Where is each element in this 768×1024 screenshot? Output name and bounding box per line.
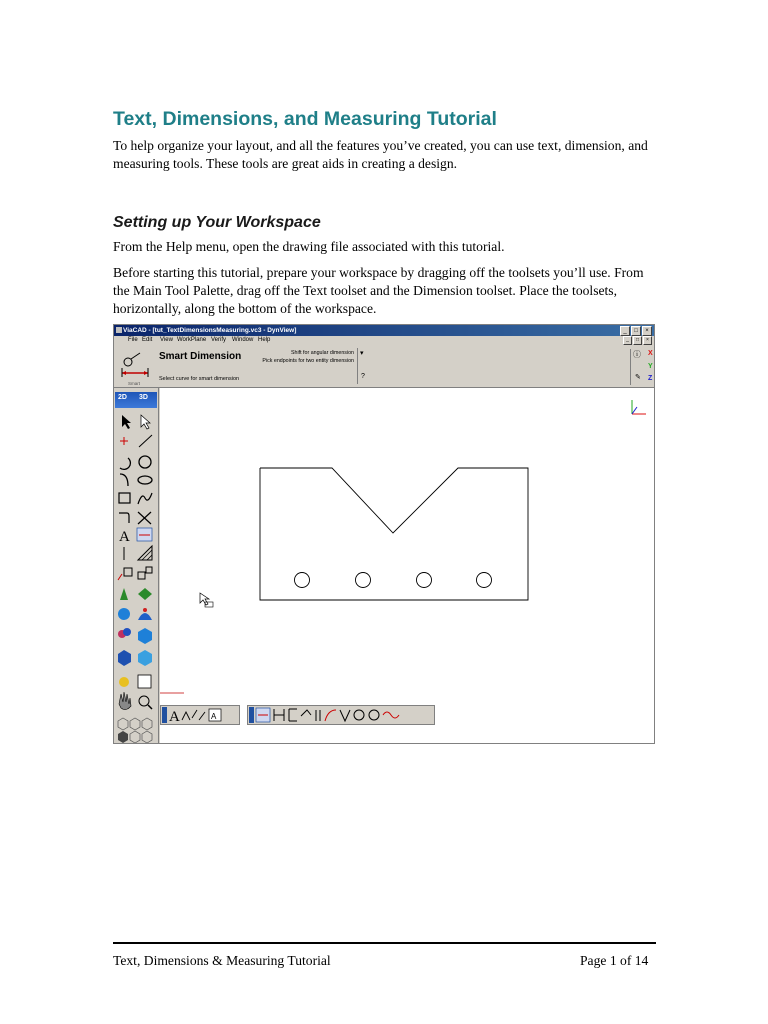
boolean-icon [118, 628, 131, 638]
maximize-icon[interactable]: □ [631, 326, 641, 336]
rectangle-icon [119, 493, 130, 503]
menu-file[interactable]: File [128, 337, 138, 343]
axis-x-label: X [648, 350, 653, 357]
blend-icon [138, 608, 152, 620]
page-title: Text, Dimensions, and Measuring Tutorial [113, 108, 497, 130]
spline-icon [138, 493, 152, 504]
hint-two-entity: Pick endpoints for two entity dimension [262, 358, 354, 364]
help-menu-paragraph: From the Help menu, open the drawing file associated with this tutorial. [113, 239, 505, 254]
text-icon: A [169, 709, 180, 724]
hole-3 [417, 573, 432, 588]
leader-text-icon [182, 710, 205, 720]
menu-window[interactable]: Window [232, 337, 254, 343]
footer-rule [113, 942, 656, 944]
drawing-svg [160, 388, 654, 743]
inspector-bar [114, 345, 654, 388]
corner-icon [119, 513, 129, 523]
axis-z-label: Z [648, 375, 653, 382]
select-arrow-icon [122, 415, 131, 429]
calculator-icon [138, 675, 151, 688]
extrude-icon [120, 588, 128, 600]
workspace-paragraph: Before starting this tutorial, prepare your workspace by dragging off the toolsets you’ll use. From the Main Tool Palette, drag off the Text toolset and the Dimension toolset. Place the toolsets, horizontally, along the bottom of the workspace. [113, 265, 644, 316]
hole-2 [356, 573, 371, 588]
doc-restore-icon[interactable]: □ [633, 336, 642, 345]
shell-icon [118, 650, 131, 666]
menu-view[interactable]: View [160, 337, 173, 343]
hole-1 [295, 573, 310, 588]
svg-text:A: A [119, 529, 130, 545]
info-icon[interactable]: ⓘ [633, 350, 641, 359]
text-tool-icon [119, 529, 130, 545]
doc-minimize-icon[interactable]: _ [623, 336, 632, 345]
scale-icon [138, 567, 152, 579]
axis-triad-icon [632, 400, 646, 414]
menu-verify[interactable]: Verify [211, 337, 227, 343]
window-controls [620, 326, 652, 336]
text-box-icon: A [211, 712, 217, 721]
transform-icon [118, 568, 132, 580]
fillet-icon [120, 474, 128, 486]
cube-icon [138, 628, 152, 644]
face-icon [138, 650, 152, 666]
dimension-tool-icon [137, 528, 152, 541]
hole-4 [477, 573, 492, 588]
point-icon [120, 437, 128, 445]
section-heading: Setting up Your Workspace [113, 214, 321, 231]
palette-2d-label[interactable]: 2D [118, 394, 127, 401]
pan-hand-icon [119, 692, 131, 710]
trim-icon [138, 512, 151, 524]
chevron-down-icon[interactable]: ▾ [360, 350, 364, 357]
menu-help[interactable]: Help [258, 337, 271, 343]
pencil-icon[interactable]: ✎ [635, 374, 641, 381]
view-cube-icons [118, 718, 152, 743]
document-window-controls [623, 336, 652, 345]
window-title: ViaCAD - [tut_TextDimensionsMeasuring.vc3 - DynView] [123, 327, 297, 334]
menu-bar [114, 336, 654, 345]
footer-document-title: Text, Dimensions & Measuring Tutorial [113, 953, 331, 968]
arc-icon [120, 458, 130, 469]
inspector-title: Smart Dimension [159, 351, 242, 362]
sweep-icon [138, 588, 152, 600]
smart-dimension-icon [120, 351, 150, 385]
ellipse-icon [138, 476, 152, 484]
menu-workplane[interactable]: WorkPlane [177, 337, 207, 343]
viacad-screenshot [113, 324, 655, 744]
palette-icons [114, 388, 158, 743]
dimension-toolset[interactable] [247, 705, 435, 725]
menu-edit[interactable]: Edit [142, 337, 153, 343]
select-arrow-outline-icon [141, 415, 150, 429]
app-icon [116, 327, 122, 333]
axis-y-label: Y [648, 363, 653, 370]
inspector-prompt: Select curve for smart dimension [159, 376, 240, 382]
light-icon [119, 677, 129, 687]
doc-close-icon[interactable]: × [643, 336, 652, 345]
footer-page-number: Page 1 of 14 [580, 953, 649, 968]
help-question-icon[interactable]: ? [361, 373, 365, 380]
text-toolset[interactable] [160, 705, 240, 725]
icon-caption: Smart [128, 381, 141, 386]
drawing-canvas[interactable] [160, 388, 654, 743]
main-tool-palette [114, 388, 159, 743]
hatch-icon [138, 546, 152, 560]
minimize-icon[interactable]: _ [620, 326, 630, 336]
line-icon [139, 435, 152, 447]
cursor-icon [200, 593, 213, 607]
zoom-icon [139, 696, 152, 709]
circle-icon [139, 456, 151, 468]
palette-3d-label[interactable]: 3D [139, 394, 148, 401]
part-outline [260, 468, 528, 600]
window-titlebar [114, 325, 654, 336]
close-icon[interactable]: × [642, 326, 652, 336]
sphere-icon [118, 608, 130, 620]
intro-paragraph: To help organize your layout, and all the features you’ve created, you can use text, dimension, and measuring tools. These tools are great aids in creating a design. [113, 138, 648, 171]
hint-angular: Shift for angular dimension [290, 350, 354, 356]
